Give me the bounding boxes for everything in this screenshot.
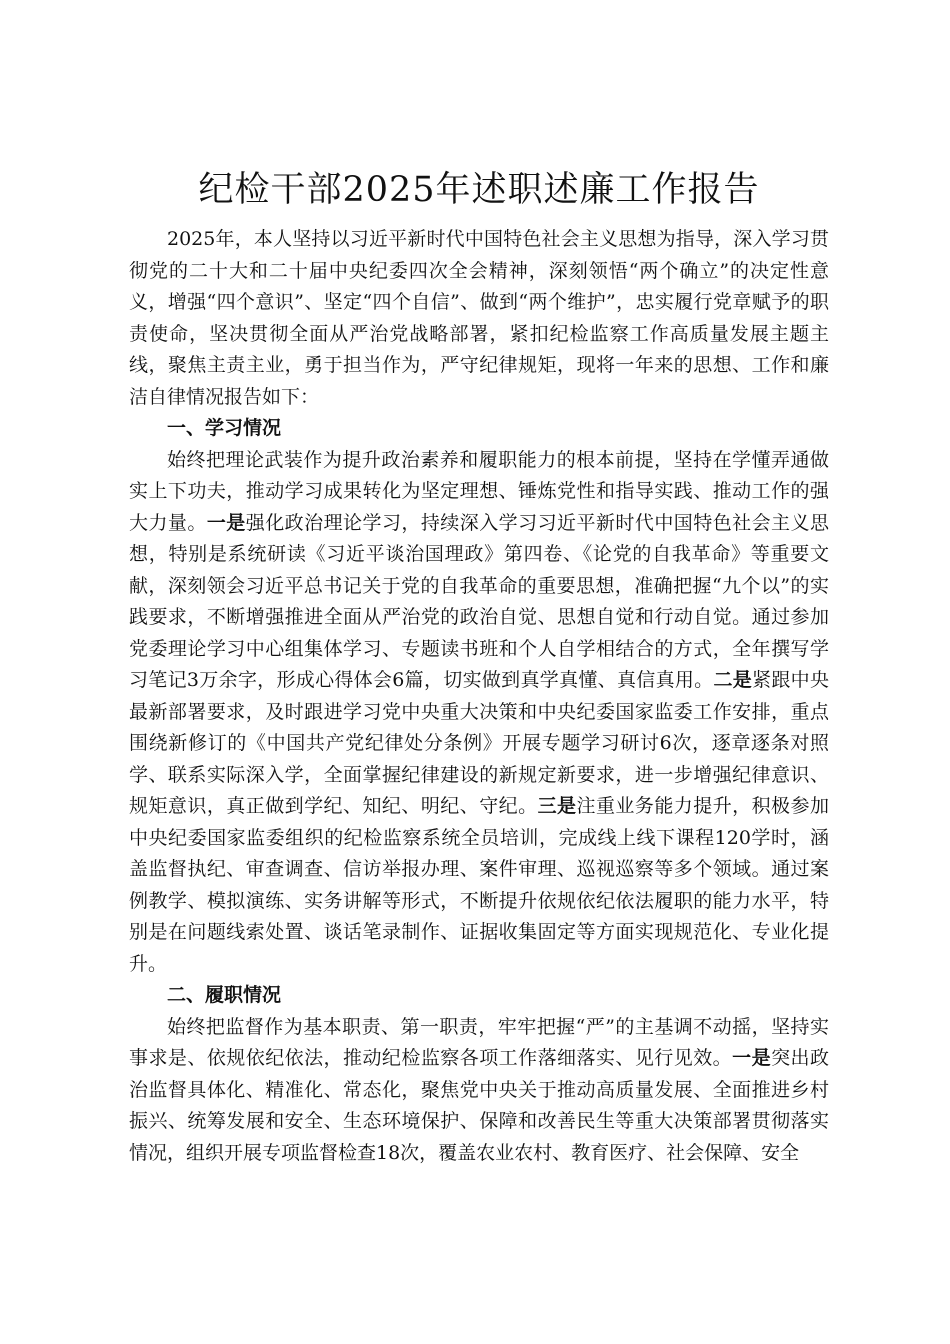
- section-opening: 始终把理论武装作为提升政治素养和履职能力的根本前提，坚持在学懂弄通做实上下功夫，推动学习成果转化为坚定理想、锤炼党性和指导实践、推动工作的强大力量。: [129, 448, 829, 534]
- point-text: 突出政治监督具体化、精准化、常态化，聚焦党中央关于推动高质量发展、全面推进乡村振兴、统筹发展和安全、生态环境保护、保障和改善民生等重大决策部署贯彻落实情况，组织开展专项监督检查18次，覆盖农业农村、教育医疗、社会保障、安全: [129, 1047, 829, 1164]
- section-heading-study: 一、学习情况: [167, 417, 282, 439]
- point-text: 紧跟中央最新部署要求，及时跟进学习党中央重大决策和中央纪委国家监委工作安排，重点围绕新修订的《中国共产党纪律处分条例》开展专题学习研讨6次，逐章逐条对照学、联系实际深入学，全面掌握纪律建设的新规定新要求，进一步增强纪律意识、规矩意识，真正做到学纪、知纪、明纪、守纪。: [129, 669, 829, 817]
- section-heading-duty: 二、履职情况: [167, 984, 282, 1006]
- section-paragraph-duty: [129, 1012, 829, 1170]
- document-body: [129, 166, 829, 1169]
- point-lead: 一是: [732, 1047, 772, 1069]
- section-paragraph-study: [129, 445, 829, 981]
- point-lead: 三是: [537, 795, 577, 817]
- point-text: 强化政治理论学习，持续深入学习习近平新时代中国特色社会主义思想，特别是系统研读《习近平谈治国理政》第四卷、《论党的自我革命》等重要文献，深刻领会习近平总书记关于党的自我革命的重要思想，准确把握“九个以”的实践要求，不断增强推进全面从严治党的政治自觉、思想自觉和行动自觉。通过参加党委理论学习中心组集体学习、专题读书班和个人自学相结合的方式，全年撰写学习笔记3万余字，形成心得体会6篇，切实做到真学真懂、真信真用。: [129, 511, 829, 691]
- point-text: 注重业务能力提升，积极参加中央纪委国家监委组织的纪检监察系统全员培训，完成线上线下课程120学时，涵盖监督执纪、审查调查、信访举报办理、案件审理、巡视巡察等多个领域。通过案例教学、模拟演练、实务讲解等形式，不断提升依规依纪依法履职的能力水平，特别是在问题线索处置、谈话笔录制作、证据收集固定等方面实现规范化、专业化提升。: [129, 795, 829, 975]
- section-opening: 始终把监督作为基本职责、第一职责，牢牢把握“严”的主基调不动摇，坚持实事求是、依规依纪依法，推动纪检监察各项工作落细落实、见行见效。: [129, 1015, 829, 1069]
- point-lead: 二是: [713, 669, 753, 691]
- intro-paragraph: 2025年，本人坚持以习近平新时代中国特色社会主义思想为指导，深入学习贯彻党的二十大和二十届中央纪委四次全会精神，深刻领悟“两个确立”的决定性意义，增强“四个意识”、坚定“四个自信”、做到“两个维护”，忠实履行党章赋予的职责使命，坚决贯彻全面从严治党战略部署，紧扣纪检监察工作高质量发展主题主线，聚焦主责主业，勇于担当作为，严守纪律规矩，现将一年来的思想、工作和廉洁自律情况报告如下：: [129, 228, 829, 408]
- document-title: 纪检干部2025年述职述廉工作报告: [198, 170, 760, 210]
- point-lead: 一是: [206, 511, 246, 534]
